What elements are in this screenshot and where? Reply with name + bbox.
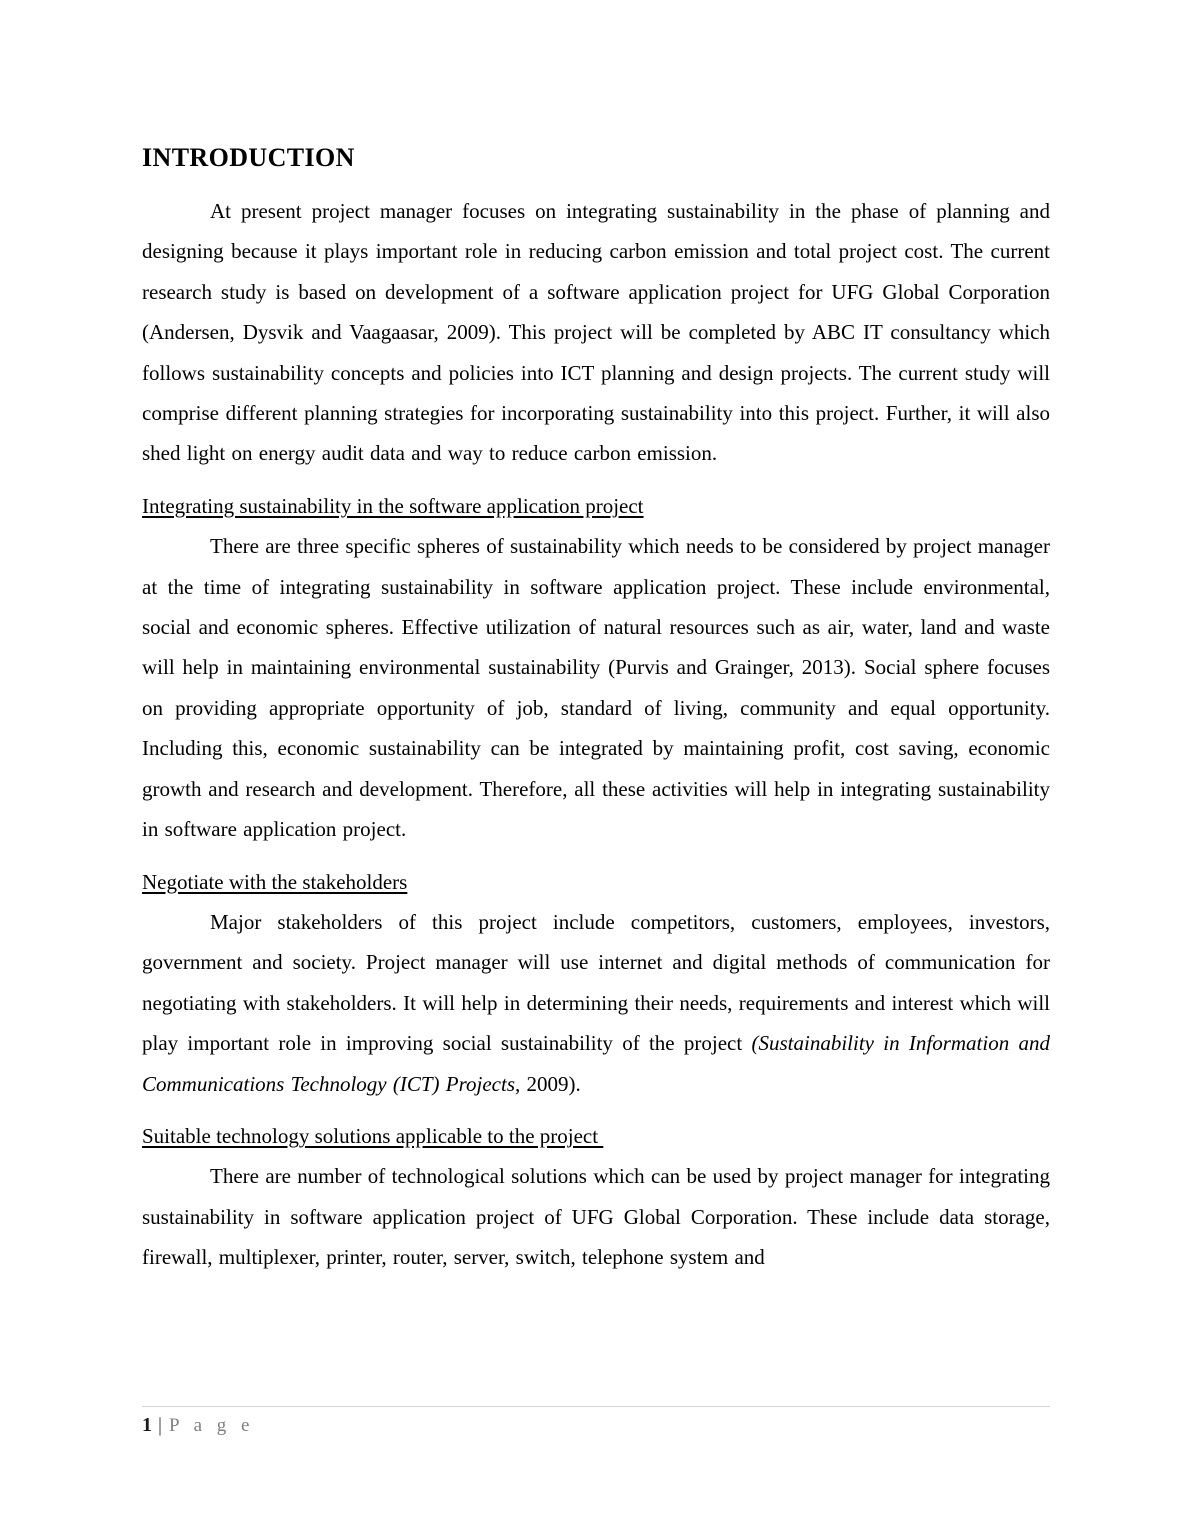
citation-italic-text: (Sustainability in Information and Communications Technology (ICT) Projects bbox=[142, 1031, 1050, 1096]
page-number: 1 bbox=[142, 1414, 152, 1436]
negotiate-stakeholders-paragraph bbox=[142, 902, 1050, 1104]
paragraph-text: Major stakeholders of this project include competitors, customers, employees, investors, government and society. Project manager will use internet and digital methods of communication for negotiating with stakeholders. It will help in determining their needs, requirements and interest which will play important role in improving social sustainability of the project bbox=[142, 909, 1050, 1056]
section-heading-integrating-sustainability: Integrating sustainability in the software application project bbox=[142, 493, 644, 518]
section-heading-technology-solutions: Suitable technology solutions applicable to the project bbox=[142, 1123, 604, 1148]
footer-divider bbox=[142, 1406, 1050, 1407]
citation-tail-text: , 2009). bbox=[515, 1071, 581, 1096]
integrating-sustainability-paragraph: There are three specific spheres of sustainability which needs to be considered by project manager at the time of integrating sustainability in software application project. These include environmental, social and economic spheres. Effective utilization of natural resources such as air, water, land and waste will help in maintaining environmental sustainability (Purvis and Grainger, 2013). Social sphere focuses on providing appropriate opportunity of job, standard of living, community and equal opportunity. Including this, economic sustainability can be integrated by maintaining profit, cost saving, economic growth and research and development. Therefore, all these activities will help in integrating sustainability in software application project. bbox=[142, 534, 1050, 842]
page-footer bbox=[142, 1406, 1050, 1437]
page-label: P a g e bbox=[169, 1415, 255, 1436]
section-heading-negotiate-stakeholders: Negotiate with the stakeholders bbox=[142, 869, 408, 894]
intro-paragraph: At present project manager focuses on integrating sustainability in the phase of planning and designing because it plays important role in reducing carbon emission and total project cost. The current research study is based on development of a software application project for UFG Global Corporation (Andersen, Dysvik and Vaagaasar, 2009). This project will be completed by ABC IT consultancy which follows sustainability concepts and policies into ICT planning and design projects. The current study will comprise different planning strategies for incorporating sustainability into this project. Further, it will also shed light on energy audit data and way to reduce carbon emission. bbox=[142, 199, 1050, 466]
footer-text bbox=[142, 1414, 1050, 1437]
footer-separator: | bbox=[158, 1414, 163, 1436]
page-title: INTRODUCTION bbox=[142, 143, 355, 172]
technology-solutions-paragraph: There are number of technological solutions which can be used by project manager for integrating sustainability in software application project of UFG Global Corporation. These include data storage, firewall, multiplexer, printer, router, server, switch, telephone system and bbox=[142, 1164, 1050, 1270]
